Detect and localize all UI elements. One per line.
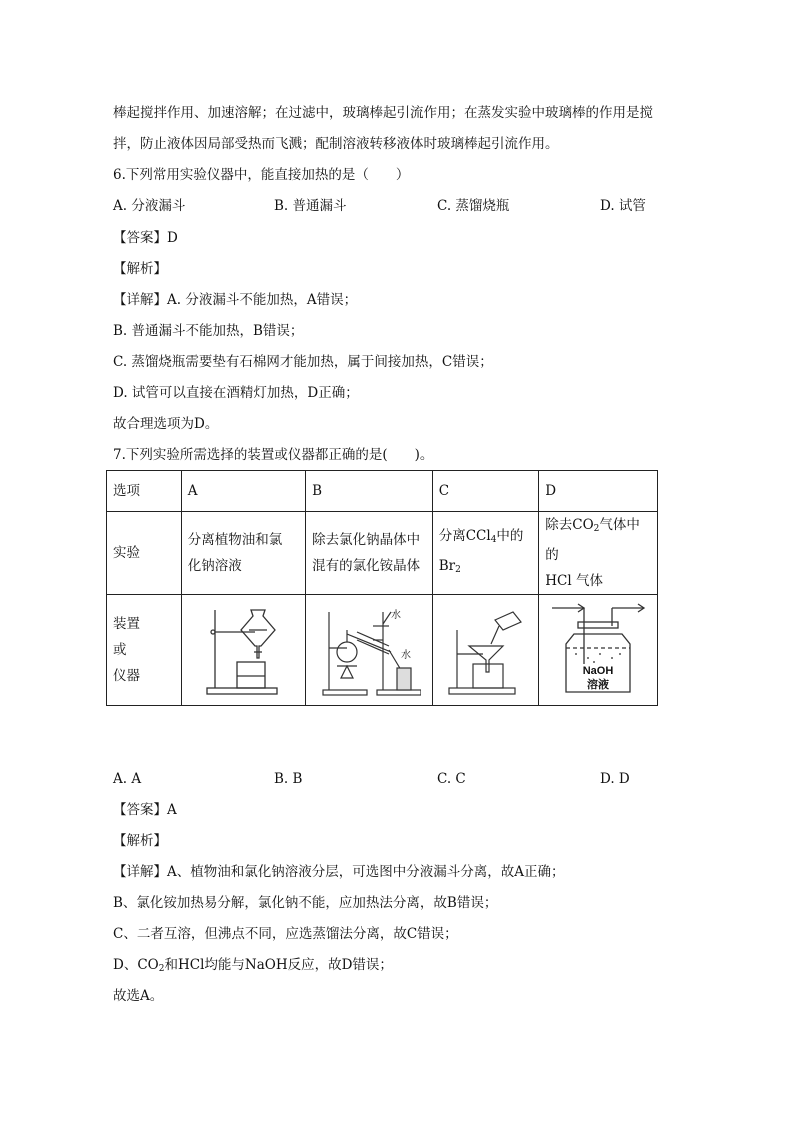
apparatus-a-cell (181, 595, 305, 706)
q6-option-a: A. 分液漏斗 (113, 198, 186, 214)
q7-table-experiment-row (107, 512, 658, 595)
naoh-label: NaOH (582, 665, 614, 677)
water-top-label: 水 (390, 610, 401, 621)
d-pre: 除去CO (545, 517, 594, 533)
q7-option-b: B. B (274, 771, 303, 787)
q6-detail-4: D. 试管可以直接在酒精灯加热，D正确； (113, 385, 359, 401)
experiment-a (181, 512, 305, 595)
experiment-a-line1: 分离植物油和氯 (187, 532, 283, 548)
apparatus-b-cell (306, 595, 433, 706)
q6-option-b: B. 普通漏斗 (274, 198, 347, 214)
row-label-apparatus-3: 仪器 (113, 668, 140, 684)
q7-stem: 7.下列实验所需选择的装置或仪器都正确的是( )。 (113, 447, 434, 463)
q7-detail-5: 故选A。 (113, 988, 164, 1004)
apparatus-d-cell (539, 595, 658, 706)
q6-analysis-heading: 【解析】 (113, 261, 167, 277)
q6-detail-1: 【详解】A. 分液漏斗不能加热，A错误； (113, 292, 358, 308)
solution-label: 溶液 (587, 678, 610, 691)
q7-option-c: C. C (437, 771, 466, 787)
intro-line-2: 拌，防止液体因局部受热而飞溅；配制溶液转移液体时玻璃棒起引流作用。 (113, 136, 559, 152)
header-a: A (181, 471, 305, 512)
distillation-apparatus-icon (317, 600, 421, 700)
row-label-apparatus-1: 装置 (113, 616, 140, 632)
row-label-apparatus-2: 或 (113, 642, 127, 658)
header-option: 选项 (107, 471, 182, 512)
c-pre: 分离CCl (438, 528, 491, 544)
q7-detail-3: C、二者互溶，但沸点不同，应选蒸馏法分离，故C错误； (113, 926, 458, 942)
q7-option-d: D. D (600, 771, 630, 787)
experiment-a-line2: 化钠溶液 (187, 558, 242, 574)
q7-detail-4 (113, 956, 393, 978)
intro-line-1: 棒起搅拌作用、加速溶解；在过滤中，玻璃棒起引流作用；在蒸发实验中玻璃棒的作用是搅 (113, 105, 653, 121)
experiment-b-line1: 除去氯化钠晶体中 (312, 532, 421, 548)
d4-pre: D、CO (113, 957, 159, 973)
q7-answer: 【答案】A (113, 802, 177, 818)
q7-detail-1: 【详解】A、植物油和氯化钠溶液分层，可选图中分液漏斗分离，故A正确； (113, 864, 565, 880)
experiment-c (432, 512, 539, 595)
q7-table (106, 470, 658, 706)
header-b: B (306, 471, 433, 512)
q6-detail-5: 故合理选项为D。 (113, 416, 219, 432)
q6-answer: 【答案】D (113, 230, 178, 246)
q7-detail-2: B、氯化铵加热易分解，氯化钠不能，应加热法分离，故B错误； (113, 895, 498, 911)
d-sub: 2 (593, 524, 600, 534)
experiment-c-line2 (439, 553, 533, 583)
experiment-d (539, 512, 658, 595)
q7-analysis-heading: 【解析】 (113, 833, 167, 849)
q7-table-header-row (107, 471, 658, 512)
c-sub: 4 (490, 535, 497, 545)
experiment-d-line1 (545, 512, 651, 568)
experiment-b-line2: 混有的氯化铵晶体 (312, 558, 421, 574)
gas-washing-bottle-icon (548, 600, 648, 700)
q6-option-d: D. 试管 (600, 198, 646, 214)
row-label-apparatus (107, 595, 182, 706)
q6-detail-3: C. 蒸馏烧瓶需要垫有石棉网才能加热，属于间接加热，C错误； (113, 354, 493, 370)
water-bottom-label: 水 (400, 650, 411, 661)
header-d: D (539, 471, 658, 512)
d4-sub: 2 (158, 964, 165, 974)
experiment-b (306, 512, 433, 595)
header-c: C (432, 471, 539, 512)
filtration-apparatus-icon (443, 600, 527, 700)
c2-sub: 2 (455, 565, 461, 575)
q6-detail-2: B. 普通漏斗不能加热，B错误； (113, 323, 304, 339)
experiment-d-line2: HCl 气体 (545, 573, 603, 589)
d-post: 气体中的 (545, 517, 640, 563)
separatory-funnel-icon (193, 600, 293, 700)
q7-table-apparatus-row (107, 595, 658, 706)
q6-option-c: C. 蒸馏烧瓶 (437, 198, 510, 214)
row-label-experiment: 实验 (107, 512, 182, 595)
q7-option-a: A. A (113, 771, 142, 787)
d4-post: 和HCl均能与NaOH反应，故D错误； (164, 957, 393, 973)
c2-pre: Br (438, 558, 456, 574)
apparatus-c-cell (432, 595, 539, 706)
c-post: 中的 (496, 528, 524, 544)
q6-stem: 6.下列常用实验仪器中，能直接加热的是（ ） (113, 167, 410, 183)
experiment-c-line1 (439, 523, 533, 553)
